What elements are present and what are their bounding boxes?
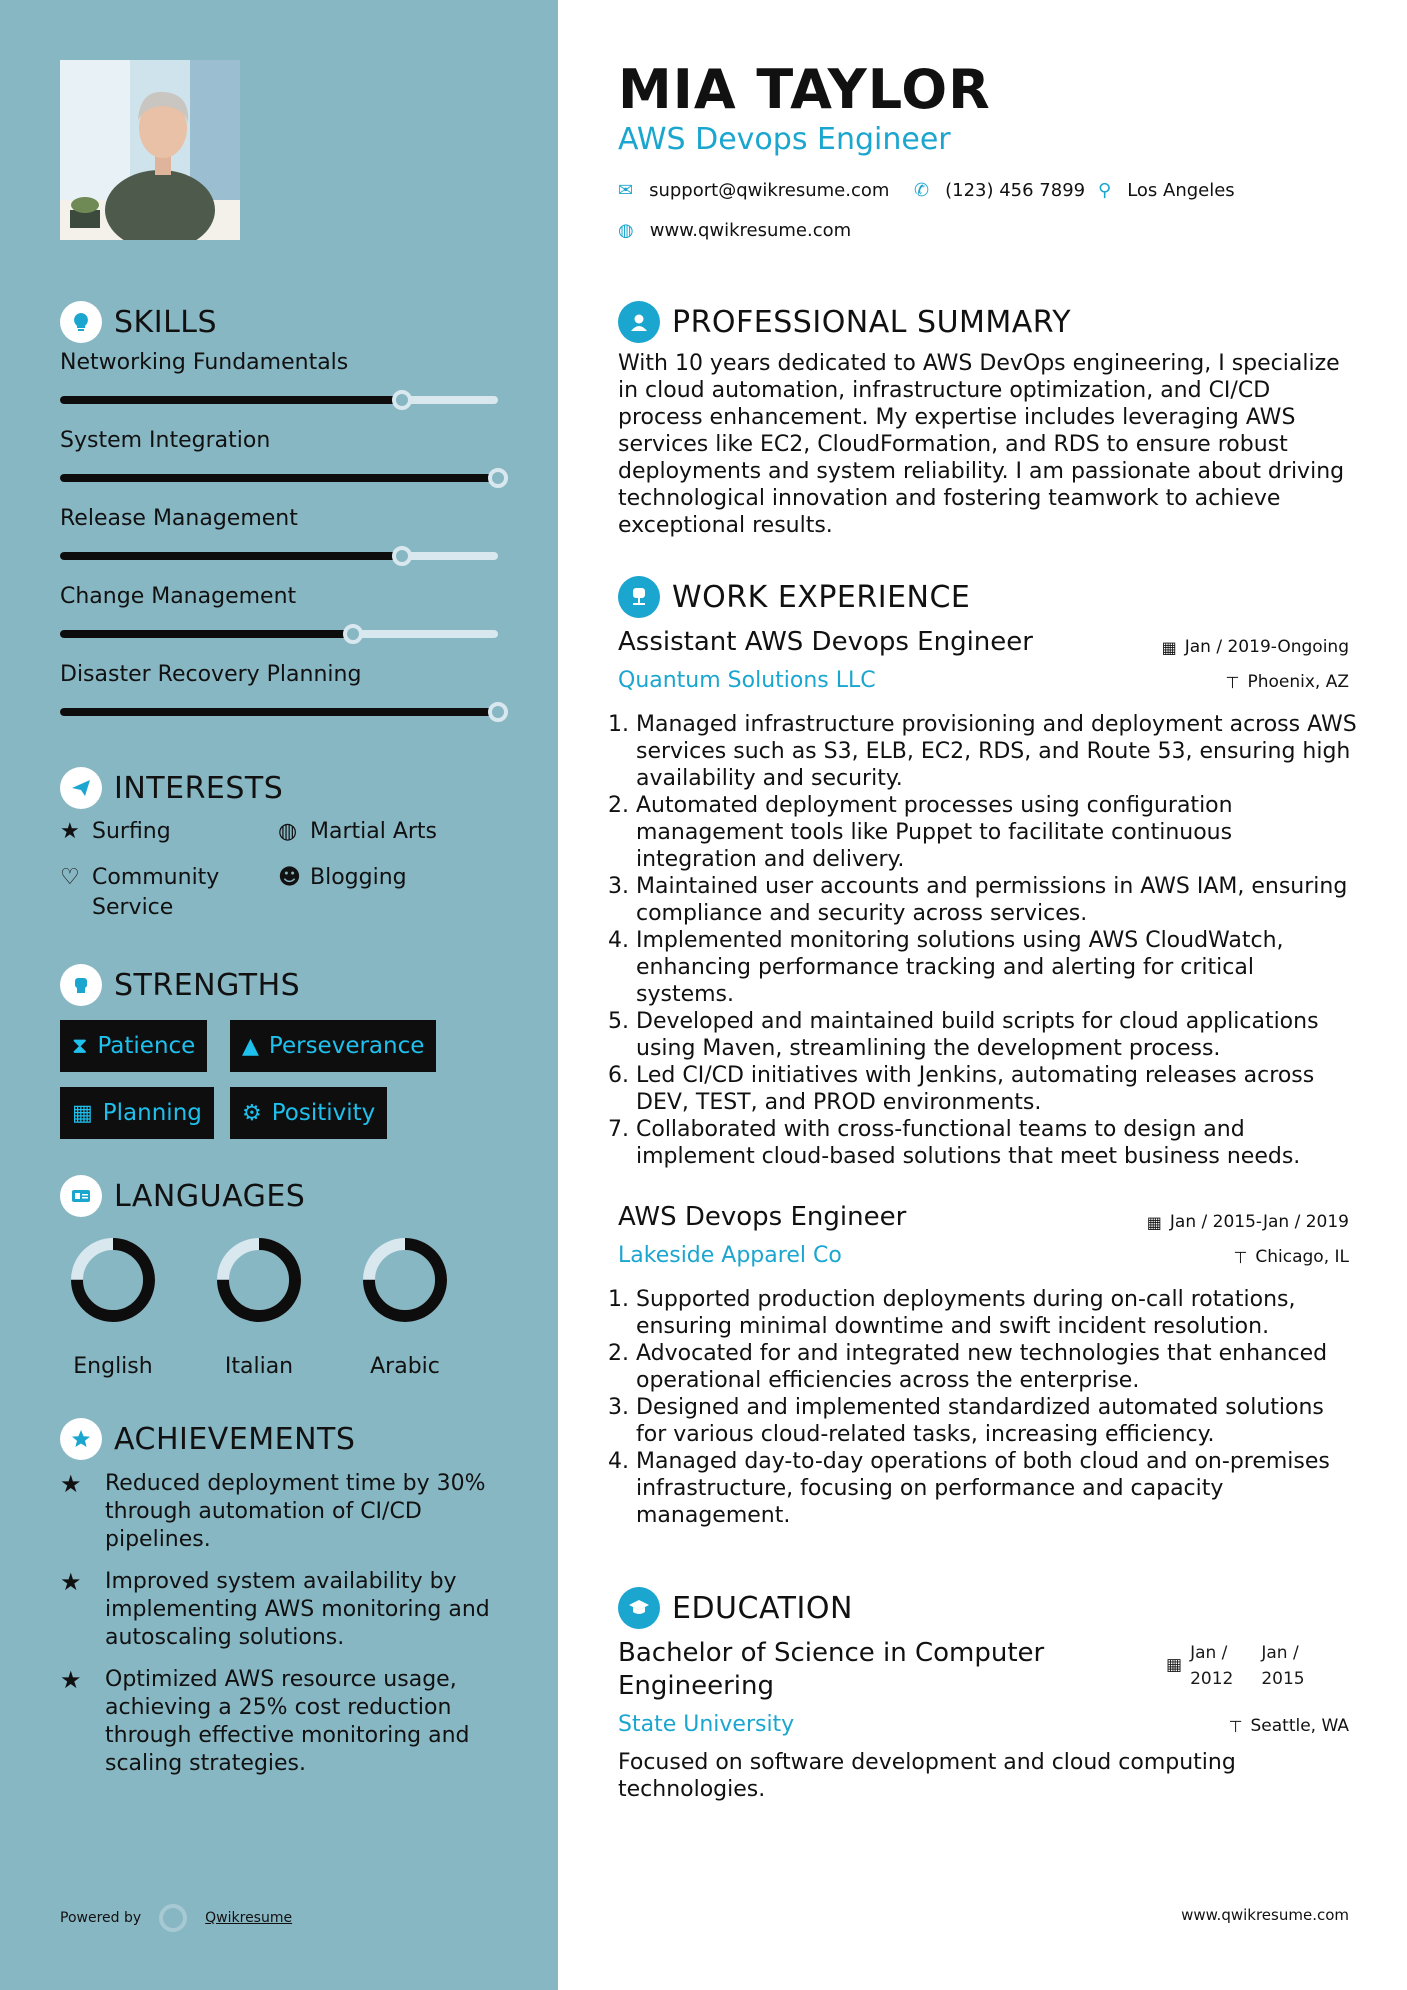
skill-bar bbox=[60, 552, 498, 560]
bullet-text: Designed and implemented standardized automated solutions for various cloud-related tasks, increasing efficiency. bbox=[636, 1395, 1324, 1447]
job-company: Quantum Solutions LLC bbox=[618, 668, 876, 693]
skill-bar bbox=[60, 630, 498, 638]
bullet-number: 6. bbox=[608, 1063, 629, 1088]
medal-star-icon: ★ bbox=[60, 1568, 82, 1596]
language-name: Italian bbox=[224, 1354, 294, 1379]
bullet-number: 4. bbox=[608, 928, 629, 953]
degree bbox=[618, 1637, 1044, 1703]
skill-item bbox=[60, 662, 500, 716]
brand-link[interactable]: Qwikresume bbox=[205, 1910, 293, 1926]
footer-url[interactable]: www.qwikresume.com bbox=[1181, 1906, 1349, 1924]
job-bullet bbox=[608, 1448, 1358, 1529]
strength-tag bbox=[230, 1020, 436, 1072]
interest-label: Community Service bbox=[92, 865, 220, 920]
interest-item bbox=[278, 863, 407, 893]
skill-bar bbox=[60, 474, 498, 482]
job-bullet bbox=[608, 711, 1358, 792]
summary-title: PROFESSIONAL SUMMARY bbox=[672, 304, 1072, 340]
job-bullet bbox=[608, 927, 1358, 1008]
skill-bar-knob bbox=[488, 702, 508, 722]
interest-item bbox=[278, 817, 437, 847]
strength-label: Positivity bbox=[271, 1100, 376, 1126]
powered-by bbox=[60, 1904, 292, 1932]
phone-text: (123) 456 7899 bbox=[945, 180, 1086, 201]
language-ring bbox=[65, 1232, 161, 1328]
paper-plane-icon bbox=[60, 767, 102, 809]
job-bullets bbox=[608, 1286, 1358, 1529]
experience-title: WORK EXPERIENCE bbox=[672, 579, 971, 615]
achievement-item bbox=[60, 1568, 500, 1652]
skill-name: Release Management bbox=[60, 506, 298, 531]
skill-bar-fill bbox=[60, 396, 402, 404]
degree-line: Engineering bbox=[618, 1671, 774, 1701]
email-text: support@qwikresume.com bbox=[649, 180, 890, 201]
skill-bar-knob bbox=[392, 546, 412, 566]
language-ring bbox=[357, 1232, 453, 1328]
experience-heading bbox=[618, 576, 970, 618]
achievements-heading bbox=[60, 1418, 355, 1460]
bullet-text: Managed day-to-day operations of both cloud and on-premises infrastructure, focusing on performance and capacity management. bbox=[636, 1449, 1330, 1528]
skill-item bbox=[60, 584, 500, 638]
medal-star-icon: ★ bbox=[60, 1470, 82, 1498]
interest-item bbox=[60, 817, 171, 847]
languages-title: LANGUAGES bbox=[114, 1178, 306, 1214]
bullet-number: 7. bbox=[608, 1117, 629, 1142]
skills-heading bbox=[60, 301, 217, 343]
location-text: Los Angeles bbox=[1127, 180, 1235, 201]
skill-bar-fill bbox=[60, 474, 498, 482]
skill-bar-knob bbox=[488, 468, 508, 488]
strength-label: Patience bbox=[97, 1033, 196, 1059]
job-dates-text: Jan / 2019-Ongoing bbox=[1184, 637, 1349, 657]
education-description: Focused on software development and cloud computing technologies. bbox=[618, 1750, 1236, 1802]
phone-icon: ✆ bbox=[914, 180, 930, 201]
interest-label: Martial Arts bbox=[310, 819, 438, 844]
skills-title: SKILLS bbox=[114, 304, 218, 340]
bullet-text: Led CI/CD initiatives with Jenkins, automating releases across DEV, TEST, and PROD environments. bbox=[636, 1063, 1315, 1115]
interest-label: Blogging bbox=[310, 865, 407, 890]
edu-end-year: 2015 bbox=[1261, 1669, 1305, 1689]
calendar-icon: ▦ bbox=[1146, 1212, 1162, 1232]
edu-start-year: 2012 bbox=[1190, 1669, 1234, 1689]
badge-star-icon bbox=[60, 1418, 102, 1460]
medal-star-icon: ★ bbox=[60, 1666, 82, 1694]
achievement-item bbox=[60, 1666, 500, 1778]
job-bullet bbox=[608, 1286, 1358, 1340]
strength-label: Planning bbox=[102, 1100, 202, 1126]
map-pin-icon: ⚲ bbox=[1098, 180, 1112, 201]
job-dates bbox=[1147, 1212, 1349, 1232]
bullet-number: 4. bbox=[608, 1449, 629, 1474]
language-name: English bbox=[73, 1354, 153, 1379]
strength-tag bbox=[60, 1020, 207, 1072]
person-name: MIA TAYLOR bbox=[618, 58, 991, 121]
job-bullet bbox=[608, 1340, 1358, 1394]
summary-text: With 10 years dedicated to AWS DevOps engineering, I specialize in cloud automation, infrastructure optimization, and CI/CD process enhancement. My expertise includes leveraging AWS services like EC2, CloudFormation, and RDS to ensure robust deployments and system reliability. I am passionate about driving technological innovation and fostering teamwork to achieve exceptional results. bbox=[618, 351, 1345, 538]
profile-photo bbox=[60, 60, 240, 240]
bullet-text: Managed infrastructure provisioning and deployment across AWS services such as S3, ELB, EC2, RDS, and Route 53, ensuring high availability and security. bbox=[636, 712, 1357, 791]
job-bullet bbox=[608, 1008, 1358, 1062]
job-title: Assistant AWS Devops Engineer bbox=[618, 627, 1033, 657]
bullet-text: Collaborated with cross-functional teams to design and implement cloud-based solutions that meet business needs. bbox=[636, 1117, 1301, 1169]
contact-phone[interactable] bbox=[914, 180, 1085, 201]
user-icon bbox=[618, 301, 660, 343]
achievements-title: ACHIEVEMENTS bbox=[114, 1421, 356, 1457]
bullet-text: Maintained user accounts and permissions in AWS IAM, ensuring compliance and security across services. bbox=[636, 874, 1348, 926]
main-content bbox=[558, 0, 1407, 1990]
powered-by-label: Powered by bbox=[60, 1910, 142, 1926]
job-bullet bbox=[608, 1394, 1358, 1448]
bullet-number: 1. bbox=[608, 1287, 629, 1312]
website-text: www.qwikresume.com bbox=[649, 220, 852, 241]
job-location-text: Chicago, IL bbox=[1255, 1247, 1349, 1267]
degree-line: Bachelor of Science in Computer bbox=[618, 1638, 1045, 1668]
bullet-number: 2. bbox=[608, 1341, 629, 1366]
skill-name: Networking Fundamentals bbox=[60, 350, 349, 375]
achievement-item bbox=[60, 1470, 500, 1554]
road-icon: ▲ bbox=[242, 1033, 259, 1059]
bullet-number: 2. bbox=[608, 793, 629, 818]
job-dates-text: Jan / 2015-Jan / 2019 bbox=[1169, 1212, 1349, 1232]
skill-name: System Integration bbox=[60, 428, 271, 453]
envelope-icon: ✉ bbox=[618, 180, 634, 201]
chair-icon bbox=[618, 576, 660, 618]
edu-start-month: Jan / bbox=[1190, 1643, 1228, 1663]
globe-icon: ◍ bbox=[618, 220, 634, 241]
summary-heading bbox=[618, 301, 1071, 343]
education-location-text: Seattle, WA bbox=[1250, 1716, 1349, 1736]
lightbulb-icon bbox=[60, 301, 102, 343]
job-company: Lakeside Apparel Co bbox=[618, 1243, 842, 1268]
bullet-number: 5. bbox=[608, 1009, 629, 1034]
star-icon: ★ bbox=[60, 819, 80, 844]
strengths-title: STRENGTHS bbox=[114, 967, 301, 1003]
job-location-text: Phoenix, AZ bbox=[1247, 672, 1349, 692]
bullet-number: 3. bbox=[608, 874, 629, 899]
contact-email[interactable] bbox=[618, 180, 889, 201]
interests-heading bbox=[60, 767, 283, 809]
skill-bar-knob bbox=[343, 624, 363, 644]
pin-icon: ⊤ bbox=[1228, 1716, 1243, 1736]
language-item bbox=[194, 1232, 324, 1379]
interest-label: Surfing bbox=[92, 819, 171, 844]
calendar-icon: ▦ bbox=[1166, 1655, 1183, 1675]
edu-end-month: Jan / bbox=[1261, 1643, 1299, 1663]
language-item bbox=[340, 1232, 470, 1379]
skill-bar-knob bbox=[392, 390, 412, 410]
skill-bar-fill bbox=[60, 552, 402, 560]
languages-heading bbox=[60, 1175, 305, 1217]
language-item bbox=[48, 1232, 178, 1379]
skill-item bbox=[60, 506, 500, 560]
job-dates bbox=[1162, 637, 1349, 657]
job-title: AWS Devops Engineer bbox=[618, 1202, 907, 1232]
job-location bbox=[1226, 672, 1349, 692]
skill-bar bbox=[60, 396, 498, 404]
sidebar bbox=[0, 0, 558, 1990]
skill-bar-fill bbox=[60, 630, 353, 638]
education-title: EDUCATION bbox=[672, 1590, 853, 1626]
achievement-text: Optimized AWS resource usage, achieving a 25% cost reduction through effective monitoring and scaling strategies. bbox=[105, 1667, 470, 1776]
id-card-icon bbox=[60, 1175, 102, 1217]
language-ring bbox=[211, 1232, 307, 1328]
language-name: Arabic bbox=[370, 1354, 440, 1379]
education-location bbox=[1229, 1716, 1349, 1736]
job-bullet bbox=[608, 1062, 1358, 1116]
globe-icon: ◍ bbox=[278, 819, 298, 844]
calendar-icon: ▦ bbox=[1161, 637, 1177, 657]
bullet-text: Supported production deployments during on-call rotations, ensuring minimal downtime and swift incident resolution. bbox=[636, 1287, 1296, 1339]
hourglass-icon: ⧗ bbox=[72, 1033, 88, 1059]
bullet-text: Automated deployment processes using configuration management tools like Puppet to facilitate continuous integration and delivery. bbox=[636, 793, 1233, 872]
skill-item bbox=[60, 350, 500, 404]
graduation-icon bbox=[618, 1587, 660, 1629]
strengths-heading bbox=[60, 964, 300, 1006]
users-icon: ☻ bbox=[278, 865, 301, 890]
interest-item bbox=[60, 863, 260, 923]
hand-icon: ♡ bbox=[60, 865, 80, 890]
school: State University bbox=[618, 1712, 795, 1737]
skill-name: Change Management bbox=[60, 584, 297, 609]
skill-item bbox=[60, 428, 500, 482]
achievement-text: Improved system availability by implementing AWS monitoring and autoscaling solutions. bbox=[105, 1569, 490, 1650]
interests-title: INTERESTS bbox=[114, 770, 284, 806]
bullet-number: 3. bbox=[608, 1395, 629, 1420]
job-location bbox=[1233, 1247, 1349, 1267]
contact-website[interactable] bbox=[618, 220, 851, 241]
skill-bar bbox=[60, 708, 498, 716]
job-bullets bbox=[608, 711, 1358, 1170]
bullet-text: Developed and maintained build scripts for cloud applications using Maven, streamlining the development process. bbox=[636, 1009, 1319, 1061]
qwikresume-logo-icon bbox=[159, 1904, 187, 1932]
job-role: AWS Devops Engineer bbox=[618, 122, 951, 157]
strength-tag bbox=[60, 1087, 214, 1139]
skill-name: Disaster Recovery Planning bbox=[60, 662, 362, 687]
strength-label: Perseverance bbox=[268, 1033, 425, 1059]
bullet-text: Advocated for and integrated new technologies that enhanced operational efficiencies across the enterprise. bbox=[636, 1341, 1328, 1393]
contact-location bbox=[1098, 180, 1235, 201]
achievement-text: Reduced deployment time by 30% through automation of CI/CD pipelines. bbox=[105, 1471, 486, 1552]
education-heading bbox=[618, 1587, 853, 1629]
fist-icon bbox=[60, 964, 102, 1006]
strength-tag bbox=[230, 1087, 387, 1139]
bullet-number: 1. bbox=[608, 712, 629, 737]
job-bullet bbox=[608, 1116, 1358, 1170]
gear-icon: ⚙ bbox=[242, 1100, 262, 1126]
pin-icon: ⊤ bbox=[1233, 1247, 1248, 1267]
job-bullet bbox=[608, 792, 1358, 873]
pin-icon: ⊤ bbox=[1225, 672, 1240, 692]
calendar-icon: ▦ bbox=[72, 1100, 93, 1126]
education-dates bbox=[1166, 1640, 1305, 1692]
job-bullet bbox=[608, 873, 1358, 927]
skill-bar-fill bbox=[60, 708, 498, 716]
bullet-text: Implemented monitoring solutions using AWS CloudWatch, enhancing performance tracking and alerting for critical systems. bbox=[636, 928, 1284, 1007]
